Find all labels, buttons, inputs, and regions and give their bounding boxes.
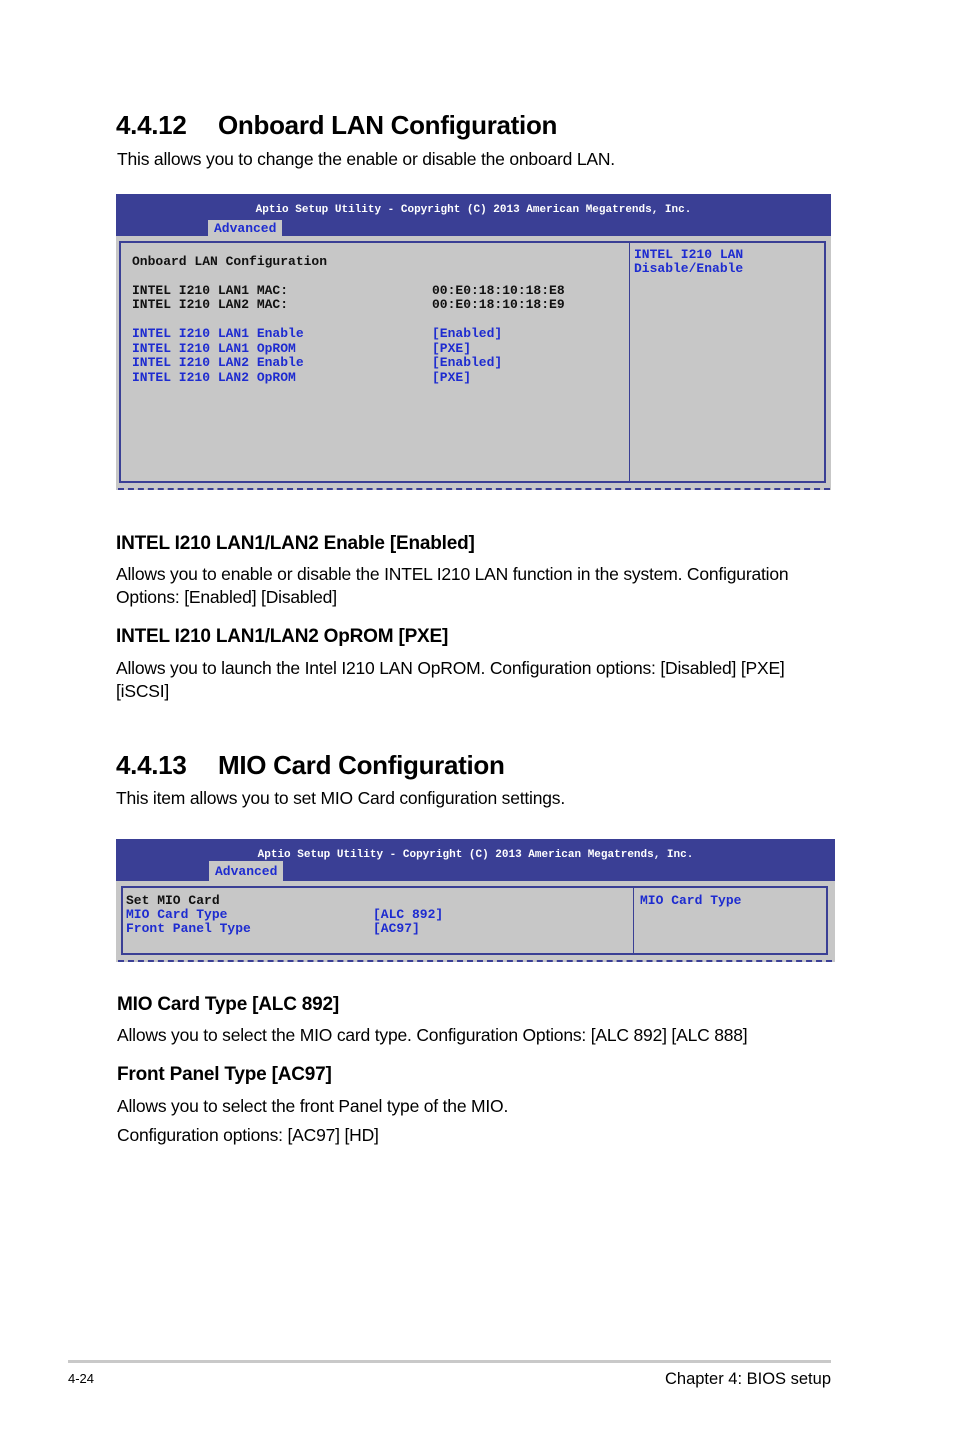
item-title: Front Panel Type [AC97] <box>117 1064 332 1085</box>
item-description: Allows you to select the MIO card type. Configuration Options: [ALC 892] [ALC 888] <box>117 1025 748 1045</box>
section-number: 4.4.12 <box>116 110 187 140</box>
bios-option-front-panel-type[interactable]: Front Panel Type <box>126 921 251 936</box>
bios-main-frame <box>119 241 826 483</box>
page-number: 4-24 <box>68 1371 95 1386</box>
item-title: INTEL I210 LAN1/LAN2 OpROM [PXE] <box>116 626 449 647</box>
section-title: Onboard LAN Configuration <box>218 110 558 140</box>
bios-screenshot-mio-card <box>116 839 835 962</box>
section-intro: This allows you to change the enable or disable the onboard LAN. <box>117 149 615 169</box>
item-description: [iSCSI] <box>116 681 170 701</box>
bios-option-lan1-enable[interactable]: INTEL I210 LAN1 Enable <box>132 326 304 341</box>
item-description: Configuration options: [AC97] [HD] <box>117 1125 379 1145</box>
bios-option-value[interactable]: [PXE] <box>432 370 472 385</box>
bios-option-lan2-enable[interactable]: INTEL I210 LAN2 Enable <box>132 355 304 370</box>
bios-tab-advanced[interactable]: Advanced <box>208 220 282 236</box>
item-description: Options: [Enabled] [Disabled] <box>116 587 337 607</box>
item-title: INTEL I210 LAN1/LAN2 Enable [Enabled] <box>116 533 475 554</box>
bios-mac-label: INTEL I210 LAN2 MAC: <box>132 297 289 312</box>
bios-title-bar <box>116 194 831 236</box>
bios-help-text: Disable/Enable <box>634 261 744 276</box>
bios-main-frame <box>121 886 828 955</box>
bios-copyright: Aptio Setup Utility - Copyright (C) 2013 American Megatrends, Inc. <box>257 849 694 861</box>
bios-copyright: Aptio Setup Utility - Copyright (C) 2013 American Megatrends, Inc. <box>255 204 692 216</box>
bios-dashed-edge <box>118 960 832 962</box>
bios-option-value[interactable]: [Enabled] <box>432 326 503 341</box>
bios-tab-advanced[interactable]: Advanced <box>209 861 283 881</box>
item-description: Allows you to select the front Panel type of the MIO. <box>117 1096 509 1116</box>
bios-panel-divider <box>629 243 630 481</box>
section-number: 4.4.13 <box>116 750 187 780</box>
item-title: MIO Card Type [ALC 892] <box>117 994 340 1015</box>
section-heading-onboard-lan <box>116 110 557 141</box>
bios-option-value[interactable]: [Enabled] <box>432 355 503 370</box>
bios-page-heading: Onboard LAN Configuration <box>132 254 328 269</box>
chapter-label: Chapter 4: BIOS setup <box>664 1370 831 1388</box>
footer-rule <box>68 1360 831 1363</box>
bios-dashed-edge <box>118 488 830 490</box>
bios-mac-label: INTEL I210 LAN1 MAC: <box>132 283 289 298</box>
item-description: Allows you to launch the Intel I210 LAN OpROM. Configuration options: [Disabled] [PXE] <box>116 658 785 678</box>
bios-option-lan1-oprom[interactable]: INTEL I210 LAN1 OpROM <box>132 341 296 356</box>
bios-option-lan2-oprom[interactable]: INTEL I210 LAN2 OpROM <box>132 370 296 385</box>
bios-panel-divider <box>633 888 634 953</box>
bios-option-mio-card-type[interactable]: MIO Card Type <box>126 907 228 922</box>
item-description: Allows you to enable or disable the INTEL I210 LAN function in the system. Configuration <box>116 564 789 584</box>
bios-help-text: MIO Card Type <box>640 893 742 908</box>
section-title: MIO Card Configuration <box>218 750 505 780</box>
bios-title-bar <box>116 839 835 881</box>
section-heading-mio-card <box>116 750 505 781</box>
bios-page-heading: Set MIO Card <box>126 893 220 908</box>
bios-screenshot-onboard-lan <box>116 194 831 490</box>
bios-mac-value: 00:E0:18:10:18:E8 <box>432 283 565 298</box>
bios-help-text: INTEL I210 LAN <box>634 247 744 262</box>
bios-option-value[interactable]: [AC97] <box>373 921 420 936</box>
bios-option-value[interactable]: [PXE] <box>432 341 472 356</box>
section-intro: This item allows you to set MIO Card configuration settings. <box>116 788 566 808</box>
bios-option-value[interactable]: [ALC 892] <box>373 907 444 922</box>
bios-mac-value: 00:E0:18:10:18:E9 <box>432 297 565 312</box>
